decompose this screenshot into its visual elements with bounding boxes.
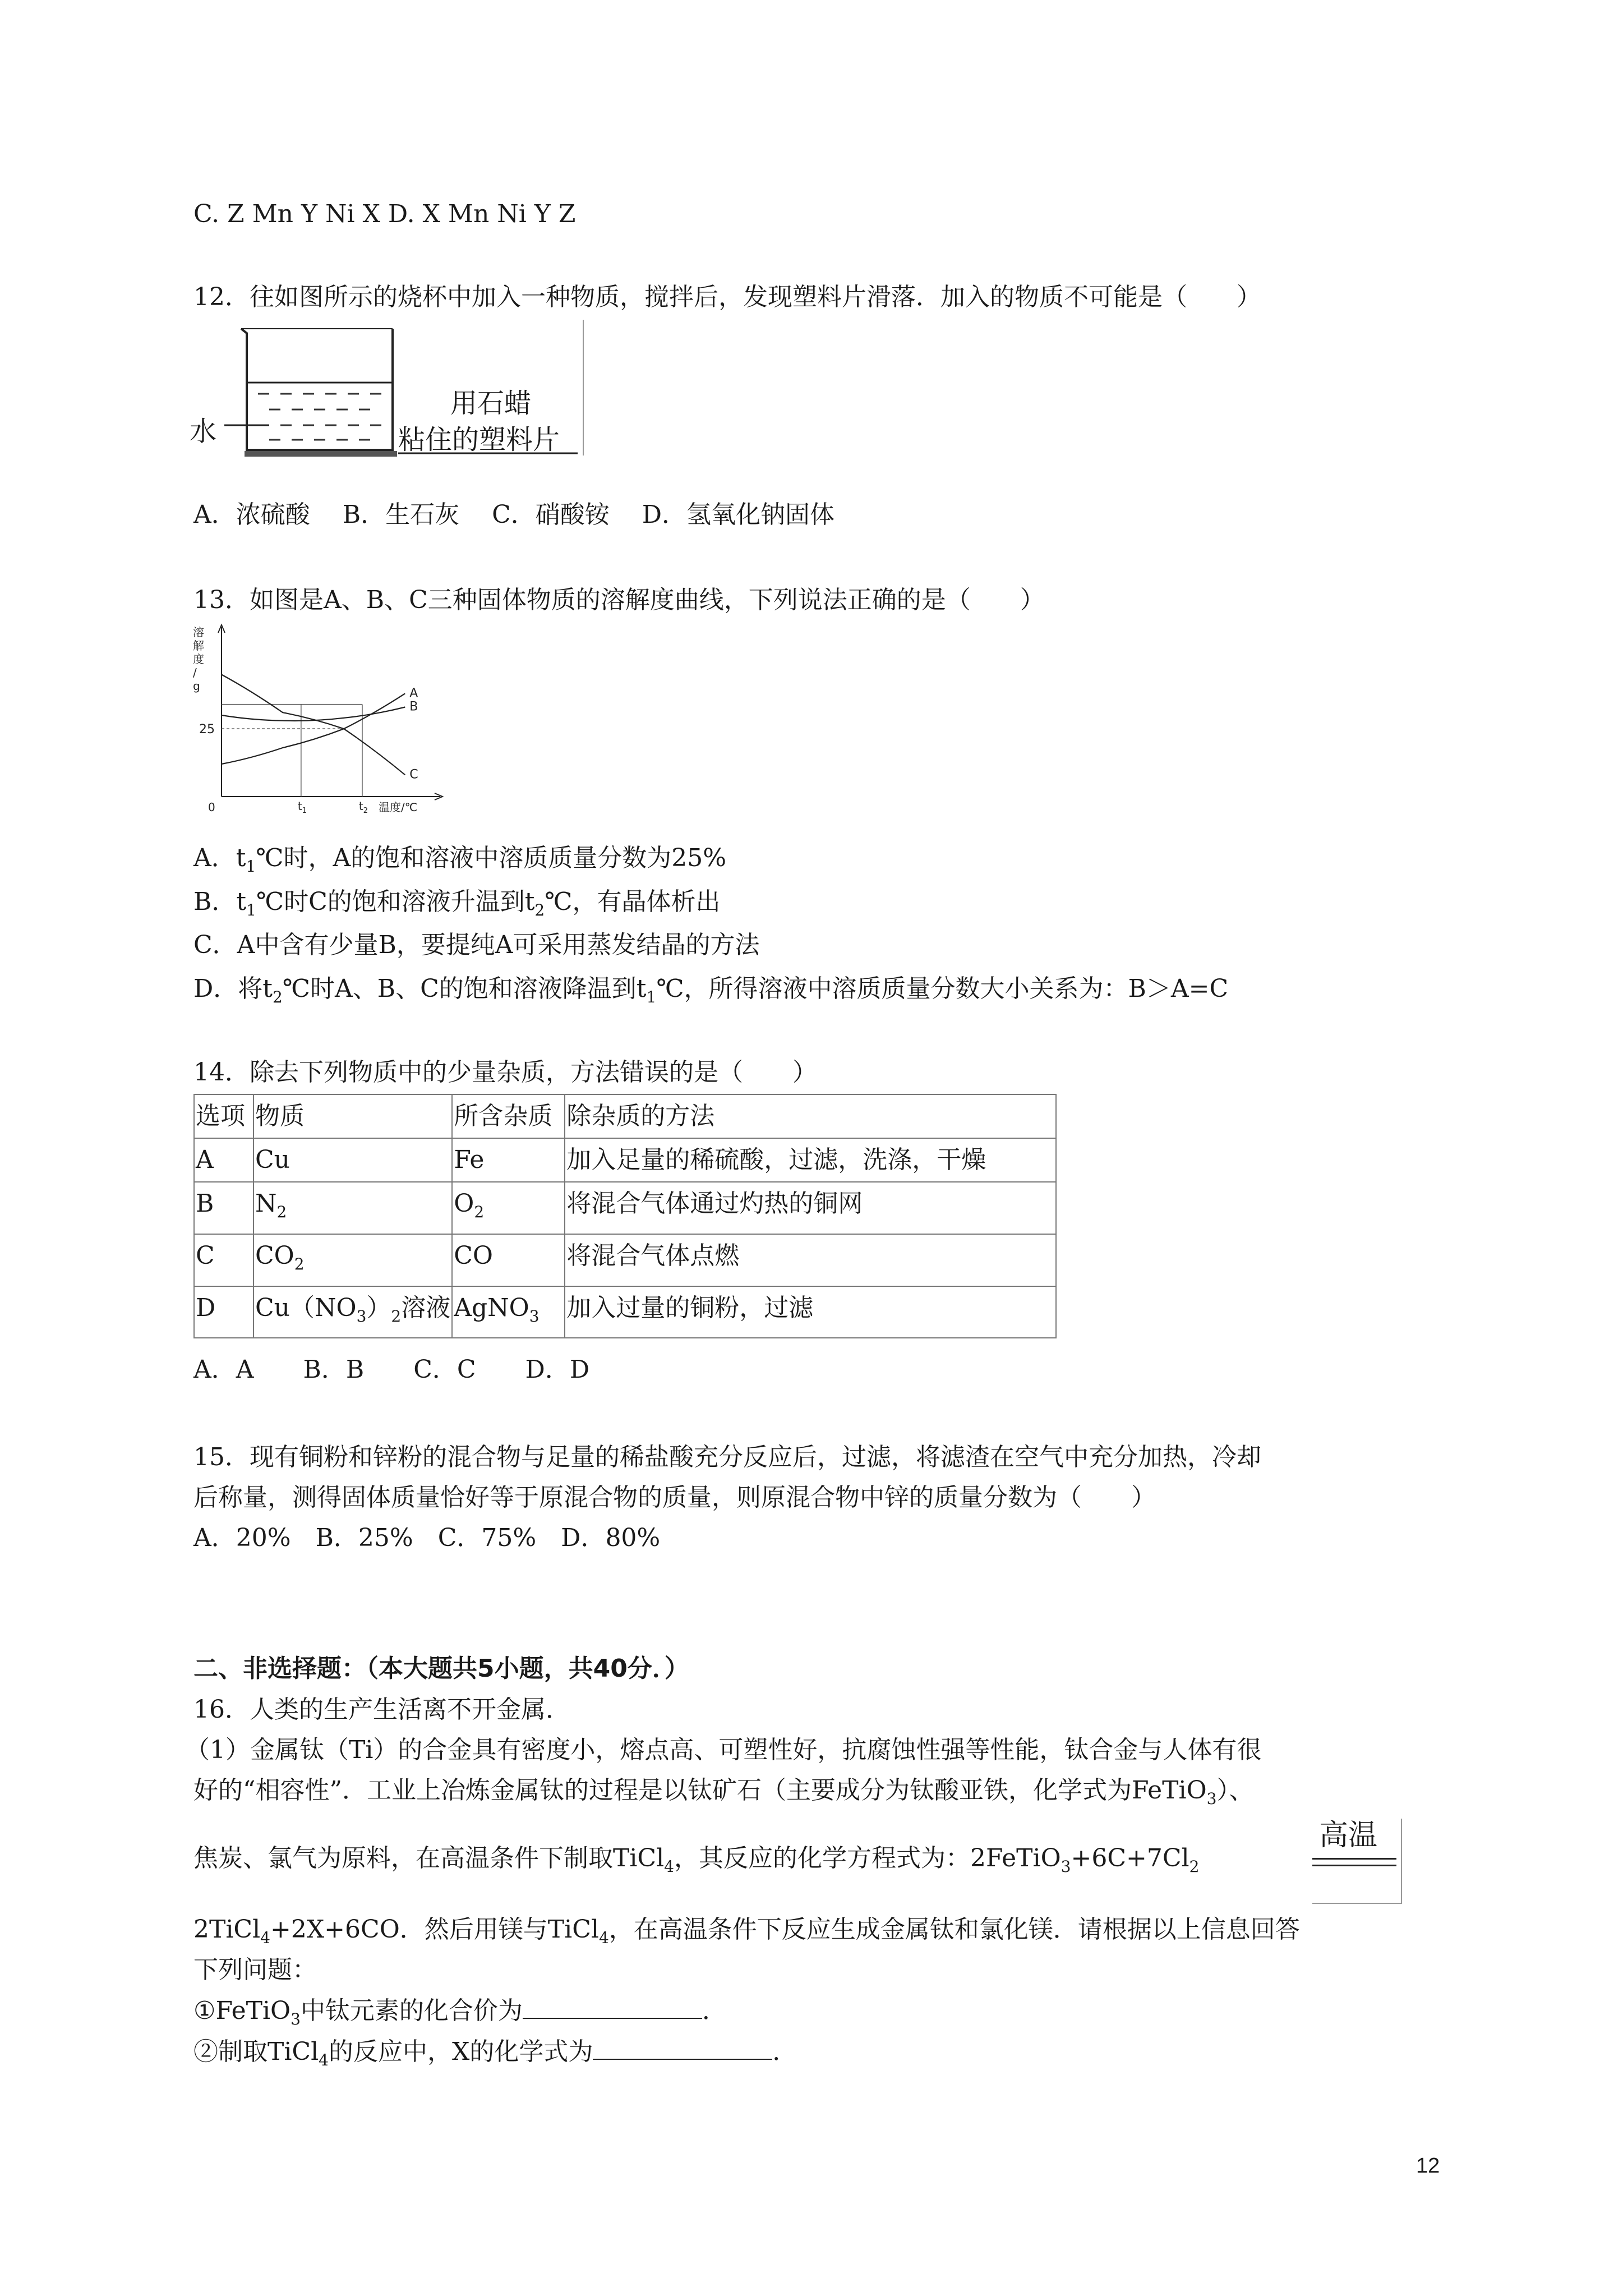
answer-blank-1[interactable]: [523, 1995, 702, 2019]
q16-sub1: ①FeTiO$_3$中钛元素的化合价为 ．: [193, 1996, 727, 2028]
y-axis-label-char: g: [193, 679, 200, 693]
q16-para1: （1）金属钛（Ti）的合金具有密度小，熔点高、可塑性好，抗腐蚀性强等性能，钛合金与人体有很: [185, 1736, 1262, 1764]
header-method: 除杂质的方法: [565, 1094, 1056, 1138]
q16-sub2: ②制取TiCl$_4$的反应中，X的化学式为 ．: [193, 2037, 797, 2069]
q13-option-c: C．A中含有少量B，要提纯A可采用蒸发结晶的方法: [193, 931, 760, 959]
answer-blank-2[interactable]: [593, 2036, 772, 2060]
series-label-B: B: [409, 700, 418, 714]
header-impurity: 所含杂质: [452, 1094, 565, 1138]
table-row: A Cu Fe 加入足量的稀硫酸，过滤，洗涤，干燥: [194, 1138, 1056, 1182]
table-row: C $CO_2$ CO 将混合气体点燃: [194, 1234, 1056, 1286]
y-axis-label-char: 解: [193, 639, 204, 652]
x-axis-label: 温度/℃: [379, 800, 418, 814]
q15-stem-line1: 15．现有铜粉和锌粉的混合物与足量的稀盐酸充分反应后，过滤，将滤渣在空气中充分加热，冷却: [193, 1443, 1261, 1471]
condition-label: 高温: [1319, 1819, 1378, 1852]
table-header-row: [194, 1094, 1056, 1138]
q13-stem: 13．如图是A、B、C三种固体物质的溶解度曲线，下列说法正确的是（ ）: [193, 586, 1045, 614]
series-label-A: A: [409, 686, 418, 701]
q15-stem-line2: 后称量，测得固体质量恰好等于原混合物的质量，则原混合物中锌的质量分数为（ ）: [193, 1483, 1156, 1512]
water-label: 水: [190, 416, 217, 447]
q11-options: C. Z Mn Y Ni X D. X Mn Ni Y Z: [193, 200, 576, 228]
q12-stem: 12．往如图所示的烧杯中加入一种物质，搅拌后，发现塑料片滑落．加入的物质不可能是（ ）: [193, 283, 1261, 311]
q16-stem: 16．人类的生产生活离不开金属．: [193, 1695, 570, 1724]
x-tick-label: $t_2$: [358, 799, 368, 815]
equation-double-line-top: [1312, 1858, 1396, 1860]
q16-para3: 焦炭、氯气为原料，在高温条件下制取TiCl$_4$，其反应的化学方程式为：$2FeTiO_3+6C+7Cl_2$: [193, 1844, 1200, 1876]
q13-option-a: A．$t_1℃$时，A的饱和溶液中溶质质量分数为25%: [193, 844, 727, 876]
series-label-C: C: [409, 767, 418, 782]
q15-options: A．20% B．25% C．75% D．80%: [193, 1524, 661, 1552]
reaction-condition: [1312, 1818, 1410, 1907]
q12-options: A．浓硫酸 B．生石灰 C．硝酸铵 D．氢氧化钠固体: [193, 500, 835, 529]
table-row: B $N_2$ $O_2$ 将混合气体通过灼热的铜网: [194, 1182, 1056, 1234]
plastic-sheet-label: 粘住的塑料片: [398, 424, 560, 455]
header-option: 选项: [194, 1094, 253, 1138]
y-axis-label-char: 度: [193, 652, 204, 666]
table-row: D $Cu(NO_3)_2$溶液 AgNO$_3$ 加入过量的铜粉，过滤: [194, 1286, 1056, 1338]
q13-option-b: B．$t_1℃$时C的饱和溶液升温到$t_2℃$，有晶体析出: [193, 887, 721, 919]
q14-options: A．A B．B C．C D．D: [193, 1355, 590, 1384]
q16-para5: 下列问题：: [193, 1955, 317, 1984]
y-tick-label: 25: [199, 723, 215, 737]
equation-double-line-bottom: [1312, 1865, 1396, 1866]
page-number: 12: [1416, 2154, 1440, 2178]
q13-option-d: D．将$t_2℃$时A、B、C的饱和溶液降温到$t_1℃$，所得溶液中溶质质量分数大小关系为：B＞A=C: [193, 974, 1229, 1006]
solubility-chart: [191, 623, 449, 819]
y-axis-label-char: /: [193, 666, 197, 679]
x-tick-label: $t_1$: [297, 799, 307, 815]
series-line-C: [222, 675, 405, 775]
origin-label: 0: [208, 800, 215, 814]
paraffin-label: 用石蜡: [450, 388, 532, 419]
q14-stem: 14．除去下列物质中的少量杂质，方法错误的是（ ）: [193, 1058, 817, 1087]
impurity-table: [193, 1094, 1057, 1338]
header-substance: 物质: [253, 1094, 452, 1138]
q16-para2: 好的“相容性”．工业上冶炼金属钛的过程是以钛矿石（主要成分为钛酸亚铁，化学式为FeTiO$_3$）、: [193, 1776, 1254, 1808]
section-2-title: 二、非选择题：（本大题共5小题，共40分．）: [193, 1654, 689, 1683]
q16-para4: 2TiCl$_4$+2X+6CO．然后用镁与TiCl$_4$，在高温条件下反应生成金属钛和氯化镁．请根据以上信息回答: [193, 1915, 1300, 1947]
y-axis-label-char: 溶: [193, 625, 204, 639]
series-line-B: [222, 707, 405, 721]
